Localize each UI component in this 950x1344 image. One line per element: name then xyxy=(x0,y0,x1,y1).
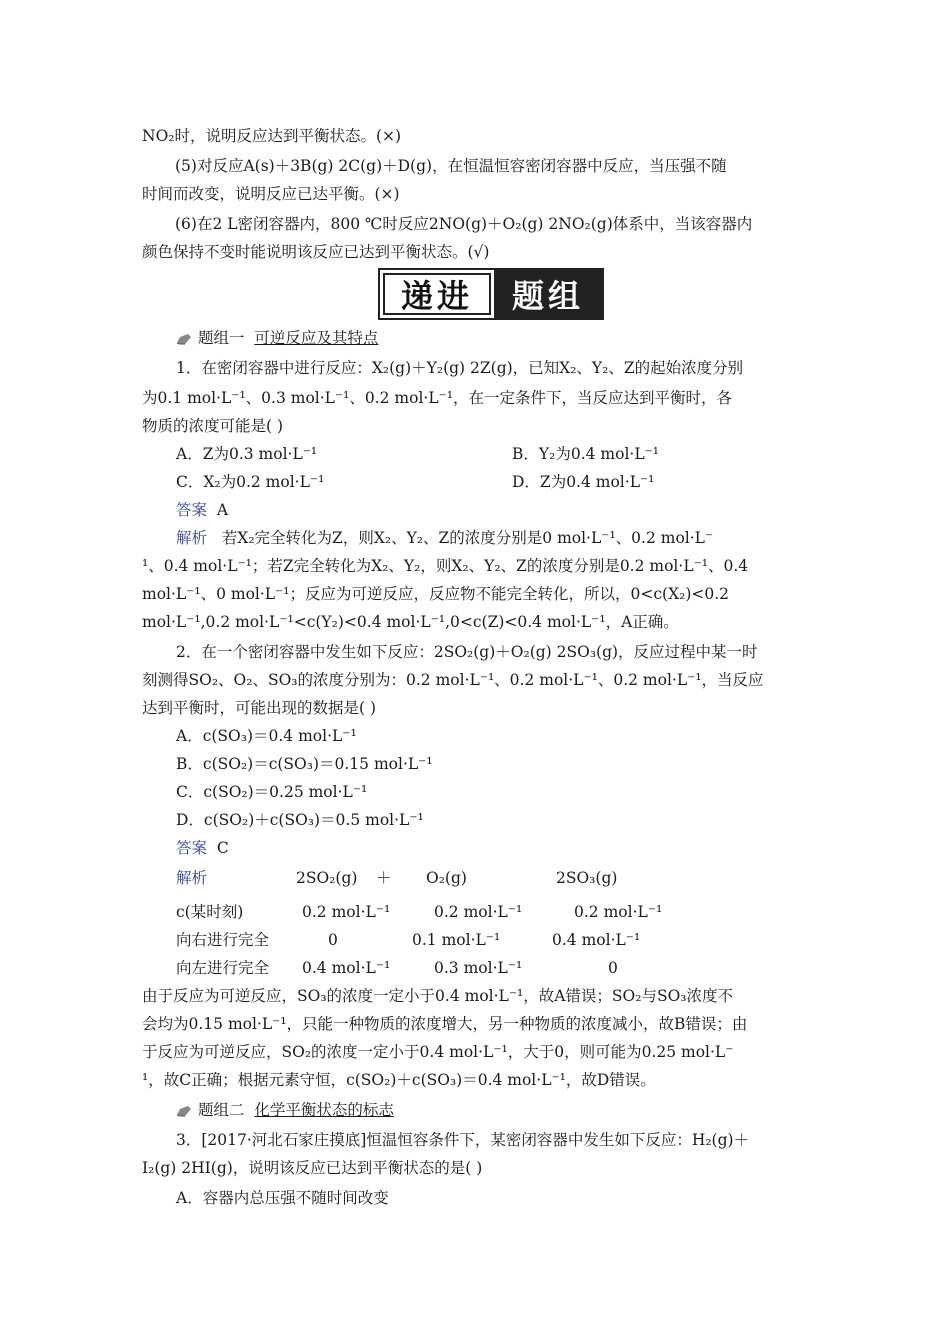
table-cell: c(某时刻) xyxy=(176,903,244,921)
pencil-icon xyxy=(176,1105,192,1117)
analysis-label: 解析 xyxy=(176,529,208,547)
table-cell: 向左进行完全 xyxy=(176,959,270,977)
group-title: 化学平衡状态的标志 xyxy=(254,1101,394,1119)
answer-value: C xyxy=(216,839,229,857)
text-line: 颜色保持不变时能说明该反应已达到平衡状态。(√) xyxy=(142,243,490,261)
group-prefix: 题组一 xyxy=(198,329,245,347)
option-b: B．Y₂为0.4 mol·L⁻¹ xyxy=(512,445,660,463)
explanation-line: 于反应为可逆反应，SO₂的浓度一定小于0.4 mol·L⁻¹，大于0，则可能为0.25 mol·L⁻ xyxy=(142,1043,734,1061)
option-d: D．c(SO₂)＋c(SO₃)＝0.5 mol·L⁻¹ xyxy=(176,811,424,829)
table-cell: 0.1 mol·L⁻¹ xyxy=(412,931,501,949)
table-cell: 0.2 mol·L⁻¹ xyxy=(434,903,523,921)
text-line: NO₂时，说明反应达到平衡状态。(×) xyxy=(142,127,402,145)
analysis-label: 解析 xyxy=(176,869,208,887)
option-a: A．c(SO₃)＝0.4 mol·L⁻¹ xyxy=(176,727,357,745)
question-line: 1．在密闭容器中进行反应：X₂(g)＋Y₂(g) 2Z(g)，已知X₂、Y₂、Z的起始浓度分别 xyxy=(176,359,744,377)
question-line: 达到平衡时，可能出现的数据是( ) xyxy=(142,699,377,717)
table-header: 2SO₃(g) xyxy=(556,869,618,887)
explanation-line: 由于反应为可逆反应，SO₃的浓度一定小于0.4 mol·L⁻¹，故A错误；SO₂与SO₃浓度不 xyxy=(142,987,733,1005)
question-line: 刻测得SO₂、O₂、SO₃的浓度分别为：0.2 mol·L⁻¹、0.2 mol·L⁻¹、0.2 mol·L⁻¹，当反应 xyxy=(142,671,764,689)
answer-line xyxy=(176,838,229,858)
answer-label: 答案 xyxy=(176,839,208,857)
table-cell: 0.4 mol·L⁻¹ xyxy=(302,959,391,977)
question-line: I₂(g) 2HI(g)，说明该反应已达到平衡状态的是( ) xyxy=(142,1159,483,1177)
question-line: 为0.1 mol·L⁻¹、0.3 mol·L⁻¹、0.2 mol·L⁻¹，在一定条件下，当反应达到平衡时，各 xyxy=(142,389,733,407)
answer-value: A xyxy=(216,501,229,519)
group-header xyxy=(176,328,378,348)
text-line: (6)在2 L密闭容器内，800 ℃时反应2NO(g)＋O₂(g) 2NO₂(g)体系中，当该容器内 xyxy=(175,215,753,233)
group-prefix: 题组二 xyxy=(198,1101,245,1119)
table-cell: 向右进行完全 xyxy=(176,931,270,949)
table-cell: 0.2 mol·L⁻¹ xyxy=(302,903,391,921)
question-line: 2．在一个密闭容器中发生如下反应：2SO₂(g)＋O₂(g) 2SO₃(g)，反应过程中某一时 xyxy=(176,643,758,661)
text-line: (5)对反应A(s)＋3B(g) 2C(g)＋D(g)，在恒温恒容密闭容器中反应，当压强不随 xyxy=(175,157,727,175)
analysis-line xyxy=(176,528,713,548)
group-title: 可逆反应及其特点 xyxy=(254,329,379,347)
analysis-text: 若X₂完全转化为Z，则X₂、Y₂、Z的浓度分别是0 mol·L⁻¹、0.2 mol·L⁻ xyxy=(221,529,714,547)
table-cell: 0 xyxy=(328,931,338,949)
answer-label: 答案 xyxy=(176,501,208,519)
group-header xyxy=(176,1100,394,1120)
section-banner xyxy=(378,268,604,320)
table-header: O₂(g) xyxy=(426,869,467,887)
option-c: C．X₂为0.2 mol·L⁻¹ xyxy=(176,473,325,491)
answer-line xyxy=(176,500,228,520)
table-header: 2SO₂(g) xyxy=(296,869,358,887)
banner-right: 题组 xyxy=(494,270,602,318)
analysis-line: mol·L⁻¹,0.2 mol·L⁻¹<c(Y₂)<0.4 mol·L⁻¹,0<c(Z)<0.4 mol·L⁻¹，A正确。 xyxy=(142,613,679,631)
table-cell: 0.3 mol·L⁻¹ xyxy=(434,959,523,977)
explanation-line: ¹，故C正确；根据元素守恒，c(SO₂)＋c(SO₃)＝0.4 mol·L⁻¹，故D错误。 xyxy=(142,1071,656,1089)
analysis-line: mol·L⁻¹、0 mol·L⁻¹；反应为可逆反应，反应物不能完全转化，所以，0<c(X₂)<0.2 xyxy=(142,585,730,603)
table-cell: 0.2 mol·L⁻¹ xyxy=(574,903,663,921)
question-line: 3．[2017·河北石家庄摸底]恒温恒容条件下，某密闭容器中发生如下反应：H₂(g)＋ xyxy=(176,1131,750,1149)
option-b: B．c(SO₂)＝c(SO₃)＝0.15 mol·L⁻¹ xyxy=(176,755,433,773)
option-a: A．Z为0.3 mol·L⁻¹ xyxy=(176,445,318,463)
banner-left: 递进 xyxy=(380,270,494,318)
option-d: D．Z为0.4 mol·L⁻¹ xyxy=(512,473,655,491)
table-header: ＋ xyxy=(376,869,392,887)
table-cell: 0.4 mol·L⁻¹ xyxy=(552,931,641,949)
analysis-line: ¹、0.4 mol·L⁻¹；若Z完全转化为X₂、Y₂，则X₂、Y₂、Z的浓度分别是0.2 mol·L⁻¹、0.4 xyxy=(142,557,749,575)
pencil-icon xyxy=(176,333,192,345)
question-line: 物质的浓度可能是( ) xyxy=(142,417,284,435)
table-cell: 0 xyxy=(608,959,618,977)
explanation-line: 会均为0.15 mol·L⁻¹，只能一种物质的浓度增大，另一种物质的浓度减小，故B错误；由 xyxy=(142,1015,748,1033)
text-line: 时间而改变，说明反应已达平衡。(×) xyxy=(142,185,400,203)
option-c: C．c(SO₂)＝0.25 mol·L⁻¹ xyxy=(176,783,368,801)
option-a: A．容器内总压强不随时间改变 xyxy=(176,1189,389,1207)
